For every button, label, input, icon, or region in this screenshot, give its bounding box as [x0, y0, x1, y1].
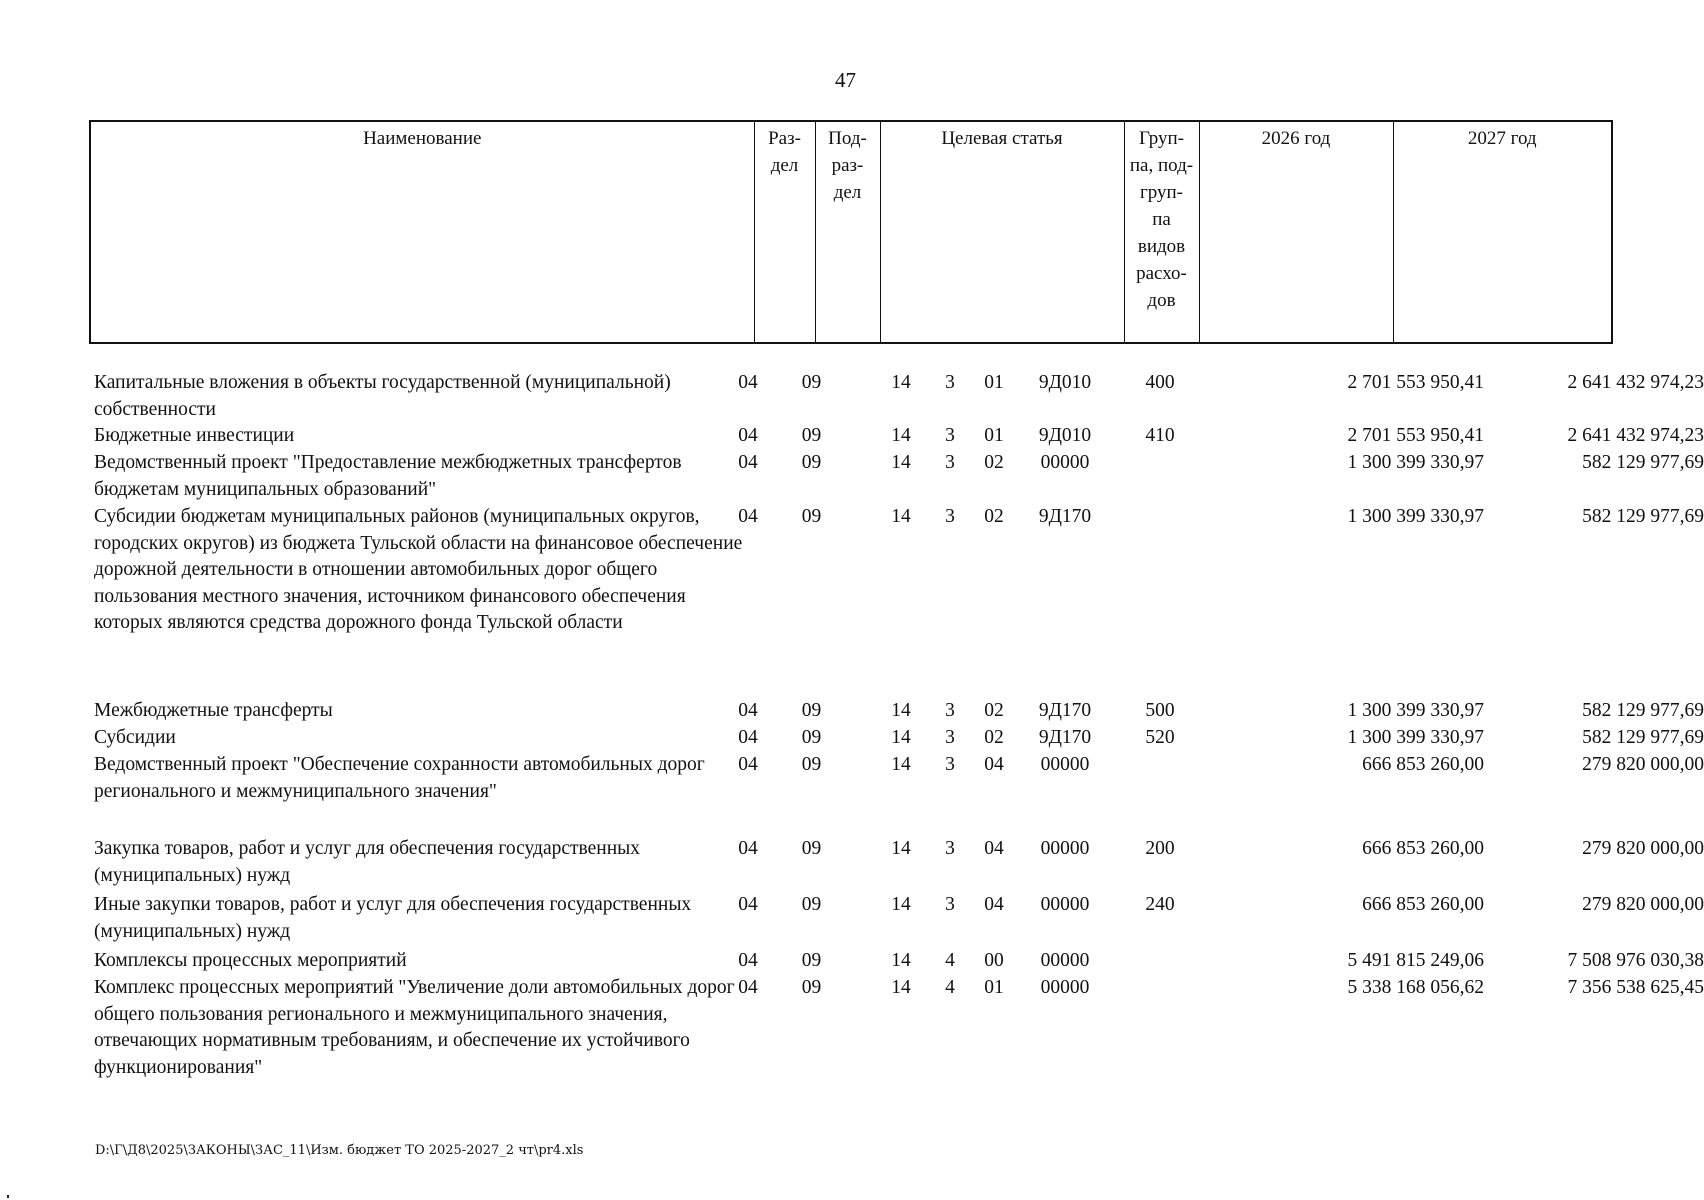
row-amount-2026: 666 853 260,00 — [1362, 838, 1484, 859]
row-expense-group: 410 — [1145, 425, 1175, 446]
row-target-direction: 9Д170 — [1038, 727, 1092, 748]
row-podrazdel: 09 — [801, 838, 822, 859]
row-amount-2027: 7 508 976 030,38 — [1567, 950, 1704, 971]
row-name: Закупка товаров, работ и услуг для обеспечения государственных (муниципальных) нужд — [94, 838, 641, 886]
header-expense-group — [1124, 121, 1199, 343]
row-podrazdel: 09 — [801, 425, 822, 446]
header-year-2027: 2027 год — [1393, 121, 1612, 343]
row-target-program: 14 — [891, 452, 911, 473]
row-target-direction: 00000 — [1040, 838, 1090, 859]
row-razdel: 04 — [738, 838, 758, 859]
row-razdel: 04 — [738, 372, 758, 393]
row-target-direction: 9Д170 — [1038, 506, 1092, 527]
header-razdel-line: Раз- — [768, 128, 801, 149]
row-name: Межбюджетные трансферты — [94, 700, 333, 721]
row-amount-2026: 5 338 168 056,62 — [1347, 977, 1484, 998]
row-razdel: 04 — [738, 950, 758, 971]
header-target-article: Целевая статья — [880, 121, 1124, 343]
row-name: Комплекс процессных мероприятий "Увеличение доли автомобильных дорог общего пользования регионального и межмуниципального значения, отвечающих нормативным требованиям, и обеспечение их устойчивого функционирования" — [94, 977, 735, 1078]
row-target-program: 14 — [891, 838, 911, 859]
row-target-type: 4 — [945, 977, 955, 998]
row-target-program: 14 — [891, 700, 911, 721]
row-target-direction: 9Д170 — [1038, 700, 1092, 721]
row-target-type: 3 — [945, 425, 955, 446]
row-target-program: 14 — [891, 950, 911, 971]
row-amount-2026: 1 300 399 330,97 — [1347, 727, 1484, 748]
row-razdel: 04 — [738, 506, 758, 527]
row-name: Иные закупки товаров, работ и услуг для обеспечения государственных (муниципальных) нужд — [94, 894, 692, 942]
row-name: Ведомственный проект "Обеспечение сохранности автомобильных дорог регионального и межмуниципального значения" — [94, 754, 705, 802]
row-amount-2026: 1 300 399 330,97 — [1347, 452, 1484, 473]
row-amount-2027: 582 129 977,69 — [1582, 727, 1704, 748]
row-expense-group: 500 — [1145, 700, 1175, 721]
row-target-program: 14 — [891, 372, 911, 393]
header-year-2026: 2026 год — [1199, 121, 1393, 343]
row-target-type: 4 — [945, 950, 955, 971]
row-target-program: 14 — [891, 894, 911, 915]
file-path-footer: D:\Г\Д8\2025\ЗАКОНЫ\ЗАС_11\Изм. бюджет ТО 2025-2027_2 чт\pr4.xls — [95, 1143, 584, 1158]
row-razdel: 04 — [738, 425, 758, 446]
row-amount-2027: 582 129 977,69 — [1582, 700, 1704, 721]
row-razdel: 04 — [738, 727, 758, 748]
budget-table — [89, 120, 1704, 1078]
row-amount-2027: 279 820 000,00 — [1582, 894, 1704, 915]
row-razdel: 04 — [738, 700, 758, 721]
row-target-direction: 00000 — [1040, 754, 1090, 775]
header-podrazdel — [815, 121, 880, 343]
row-expense-group: 400 — [1145, 372, 1175, 393]
header-razdel — [754, 121, 815, 343]
row-target-element: 00 — [984, 950, 1004, 971]
row-expense-group: 520 — [1145, 727, 1175, 748]
row-name: Бюджетные инвестиции — [94, 425, 295, 446]
row-target-program: 14 — [891, 425, 911, 446]
row-podrazdel: 09 — [801, 372, 822, 393]
row-amount-2027: 2 641 432 974,23 — [1567, 372, 1704, 393]
row-target-type: 3 — [945, 754, 955, 775]
row-target-program: 14 — [891, 506, 911, 527]
row-target-type: 3 — [945, 452, 955, 473]
row-target-element: 02 — [984, 452, 1004, 473]
table-header — [89, 120, 1613, 344]
row-target-type: 3 — [945, 372, 955, 393]
row-amount-2026: 2 701 553 950,41 — [1347, 372, 1484, 393]
row-amount-2027: 279 820 000,00 — [1582, 838, 1704, 859]
row-name: Субсидии — [94, 727, 176, 748]
row-podrazdel: 09 — [801, 700, 822, 721]
row-target-element: 04 — [984, 838, 1004, 859]
row-target-direction: 9Д010 — [1038, 425, 1092, 446]
row-target-type: 3 — [945, 700, 955, 721]
row-target-type: 3 — [945, 894, 955, 915]
row-podrazdel: 09 — [801, 977, 822, 998]
row-amount-2026: 2 701 553 950,41 — [1347, 425, 1484, 446]
row-target-direction: 00000 — [1040, 894, 1090, 915]
row-expense-group: 200 — [1145, 838, 1175, 859]
header-podrazdel-line: дел — [833, 182, 862, 203]
header-group-line: дов — [1147, 290, 1176, 311]
header-group-line: видов — [1137, 236, 1186, 257]
row-target-program: 14 — [891, 754, 911, 775]
row-target-direction: 9Д010 — [1038, 372, 1092, 393]
row-amount-2027: 582 129 977,69 — [1582, 506, 1704, 527]
header-podrazdel-line: раз- — [831, 155, 864, 176]
row-name: Комплексы процессных мероприятий — [94, 950, 407, 971]
header-group-line: Груп- — [1138, 128, 1185, 149]
row-podrazdel: 09 — [801, 727, 822, 748]
header-name: Наименование — [90, 121, 754, 343]
header-group-line: па — [1152, 209, 1171, 230]
row-target-element: 02 — [984, 727, 1004, 748]
row-target-element: 02 — [984, 700, 1004, 721]
row-target-direction: 00000 — [1040, 977, 1090, 998]
row-target-type: 3 — [945, 506, 955, 527]
row-target-element: 04 — [984, 894, 1004, 915]
row-expense-group: 240 — [1145, 894, 1175, 915]
row-target-direction: 00000 — [1040, 452, 1090, 473]
row-name: Ведомственный проект "Предоставление межбюджетных трансфертов бюджетам муниципальных образований" — [94, 452, 682, 500]
row-amount-2026: 666 853 260,00 — [1362, 754, 1484, 775]
row-name: Субсидии бюджетам муниципальных районов (муниципальных округов, городских округов) из бюджета Тульской области на финансовое обеспечение дорожной деятельности в отношении автомобильных дорог общего пользования местного значения, источником финансового обеспечения которых являются средства дорожного фонда Тульской области — [94, 506, 743, 633]
row-podrazdel: 09 — [801, 506, 822, 527]
row-razdel: 04 — [738, 754, 758, 775]
row-name: Капитальные вложения в объекты государственной (муниципальной) собственности — [94, 372, 671, 420]
row-podrazdel: 09 — [801, 452, 822, 473]
row-amount-2026: 1 300 399 330,97 — [1347, 700, 1484, 721]
row-amount-2026: 1 300 399 330,97 — [1347, 506, 1484, 527]
row-target-program: 14 — [891, 727, 911, 748]
row-amount-2027: 582 129 977,69 — [1582, 452, 1704, 473]
row-amount-2027: 7 356 538 625,45 — [1567, 977, 1704, 998]
row-razdel: 04 — [738, 977, 758, 998]
header-podrazdel-line: Под- — [828, 128, 867, 149]
row-amount-2027: 279 820 000,00 — [1582, 754, 1704, 775]
row-target-program: 14 — [891, 977, 911, 998]
header-group-line: расхо- — [1136, 263, 1187, 284]
row-amount-2026: 666 853 260,00 — [1362, 894, 1484, 915]
row-razdel: 04 — [738, 894, 758, 915]
header-group-line: па, под- — [1129, 155, 1194, 176]
row-amount-2027: 2 641 432 974,23 — [1567, 425, 1704, 446]
row-podrazdel: 09 — [801, 754, 822, 775]
row-target-direction: 00000 — [1040, 950, 1090, 971]
page-number: 47 — [835, 68, 856, 92]
row-target-element: 04 — [984, 754, 1004, 775]
header-group-line: груп- — [1139, 182, 1184, 203]
row-target-type: 3 — [945, 727, 955, 748]
scan-mark — [7, 1195, 9, 1198]
row-podrazdel: 09 — [801, 894, 822, 915]
row-razdel: 04 — [738, 452, 758, 473]
row-target-element: 01 — [984, 425, 1004, 446]
row-target-element: 01 — [984, 372, 1004, 393]
row-podrazdel: 09 — [801, 950, 822, 971]
row-amount-2026: 5 491 815 249,06 — [1347, 950, 1484, 971]
row-target-element: 01 — [984, 977, 1004, 998]
row-target-type: 3 — [945, 838, 955, 859]
row-target-element: 02 — [984, 506, 1004, 527]
header-razdel-line: дел — [770, 155, 799, 176]
